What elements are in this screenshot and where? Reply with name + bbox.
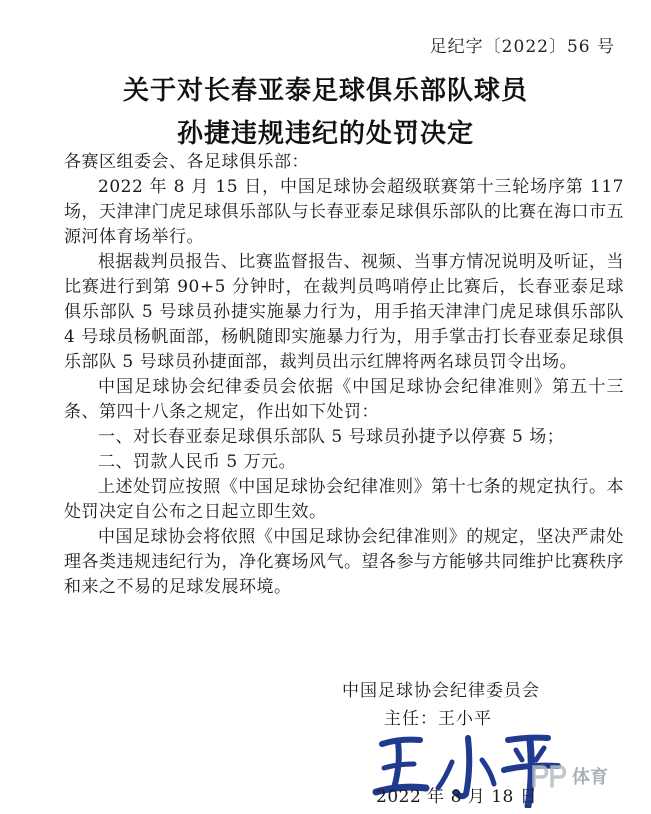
paragraph-closing: 中国足球协会将依照《中国足球协会纪律准则》的规定，坚决严肃处理各类违规违纪行为，净化赛场风气。望各参与方能够共同维护比赛秩序和来之不易的足球发展环境。 — [64, 527, 624, 597]
document-number: 足纪字〔2022〕56 号 — [429, 37, 615, 57]
signatory: 中国足球协会纪律委员会 — [342, 681, 540, 701]
watermark — [530, 762, 608, 790]
director-line: 主任：王小平 — [384, 709, 492, 729]
paragraph-penalty-2: 二、罚款人民币 5 万元。 — [98, 452, 297, 472]
document-body — [64, 150, 624, 600]
paragraph-facts: 根据裁判员报告、比赛监督报告、视频、当事方情况说明及听证，当比赛进行到第 90+5 分钟时，在裁判员鸣哨停止比赛后，长春亚泰足球俱乐部队 5 号球员孙捷实施暴力行为，用手掐天津津门虎足球俱乐部队 4 号球员杨帆面部，杨帆随即实施暴力行为，用手掌击打长春亚泰足球俱乐部队 5 号球员孙捷面部，裁判员出示红牌将两名球员罚令出场。 — [64, 252, 624, 372]
paragraph-effective: 上述处罚应按照《中国足球协会纪律准则》第十七条的规定执行。本处罚决定自公布之日起立即生效。 — [64, 477, 624, 522]
pp-logo-icon — [530, 762, 570, 790]
salutation: 各赛区组委会、各足球俱乐部： — [64, 152, 309, 172]
document-title-line-1: 关于对长春亚泰足球俱乐部队球员 — [122, 76, 528, 106]
paragraph-incident: 2022 年 8 月 15 日，中国足球协会超级联赛第十三轮场序第 117 场，天津津门虎足球俱乐部队与长春亚泰足球俱乐部队的比赛在海口市五源河体育场举行。 — [64, 177, 624, 247]
paragraph-penalty-1: 一、对长春亚泰足球俱乐部队 5 号球员孙捷予以停赛 5 场； — [98, 427, 565, 447]
document-title-line-2: 孙捷违规违纪的处罚决定 — [176, 119, 474, 149]
issue-date: 2022 年 8 月 18 日 — [376, 787, 538, 807]
watermark-text: 体育 — [572, 767, 608, 788]
paragraph-basis: 中国足球协会纪律委员会依据《中国足球协会纪律准则》第五十三条、第四十八条之规定，作出如下处罚： — [64, 377, 624, 422]
